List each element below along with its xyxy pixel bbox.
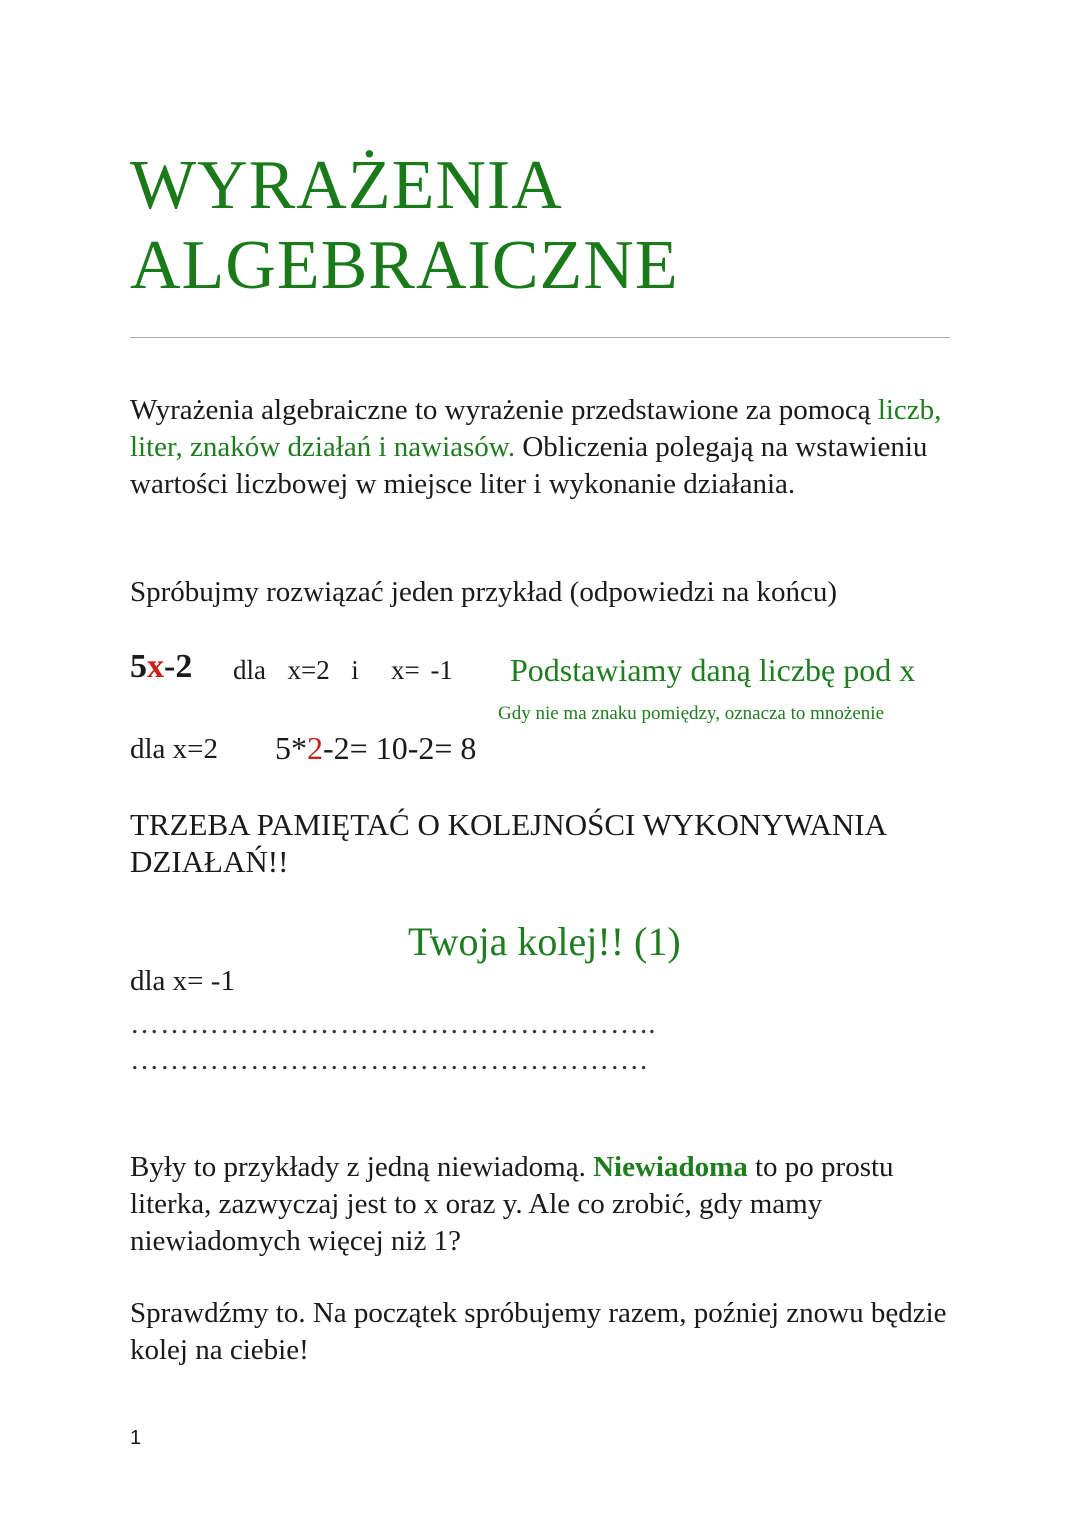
answer-line-1: ……………………………………………..: [130, 1008, 657, 1040]
intro-highlight: liczb, liter, znaków działań i nawiasów.: [130, 394, 942, 463]
example-condition: dla x=2 i x= -1: [233, 655, 453, 685]
intro-paragraph: [130, 392, 960, 503]
substitution-hint: Podstawiamy daną liczbę pod x: [510, 652, 916, 688]
expression-variable: x: [147, 648, 164, 685]
page-title: [130, 146, 679, 306]
calculation-part-a: 5*: [275, 730, 307, 766]
expression-constant: -2: [164, 648, 193, 685]
multiplication-note: Gdy nie ma znaku pomiędzy, oznacza to mnożenie: [498, 703, 885, 724]
unknowns-text-b: to po prostu literka, zazwyczaj jest to x oraz y. Ale co zrobić, gdy mamy niewiadomych więcej niż 1?: [130, 1151, 894, 1257]
page-title-line-1: WYRAŻENIA: [130, 147, 563, 224]
calculation-label: dla x=2: [130, 733, 219, 765]
exercise-label: dla x= -1: [130, 965, 235, 997]
expression-coefficient: 5: [130, 648, 147, 685]
next-step-paragraph: Sprawdźmy to. Na początek spróbujemy razem, poźniej znowu będzie kolej na ciebie!: [130, 1297, 947, 1366]
intro-text-b: Obliczenia polegają na wstawieniu wartości liczbowej w miejsce liter i wykonanie działania.: [130, 431, 928, 500]
unknowns-paragraph: [130, 1149, 960, 1260]
title-divider: [130, 337, 950, 338]
calculation: [275, 730, 476, 767]
page-title-line-2: ALGEBRAICZNE: [130, 227, 679, 304]
order-of-operations-warning: TRZEBA PAMIĘTAĆ O KOLEJNOŚCI WYKONYWANIA DZIAŁAŃ!!: [130, 807, 886, 879]
example-expression: [130, 648, 192, 686]
example-prompt: Spróbujmy rozwiązać jeden przykład (odpowiedzi na końcu): [130, 576, 838, 608]
answer-line-2: …………………………………………….: [130, 1044, 649, 1076]
intro-text-a: Wyrażenia algebraiczne to wyrażenie przedstawione za pomocą: [130, 394, 878, 426]
unknowns-text-a: Były to przykłady z jedną niewiadomą.: [130, 1151, 594, 1183]
calculation-substituted-value: 2: [307, 730, 323, 766]
page-number: 1: [130, 1427, 142, 1449]
calculation-part-b: -2= 10-2= 8: [323, 730, 477, 766]
exercise-heading: Twoja kolej!! (1): [408, 919, 681, 964]
unknown-term: Niewiadoma: [593, 1151, 748, 1183]
